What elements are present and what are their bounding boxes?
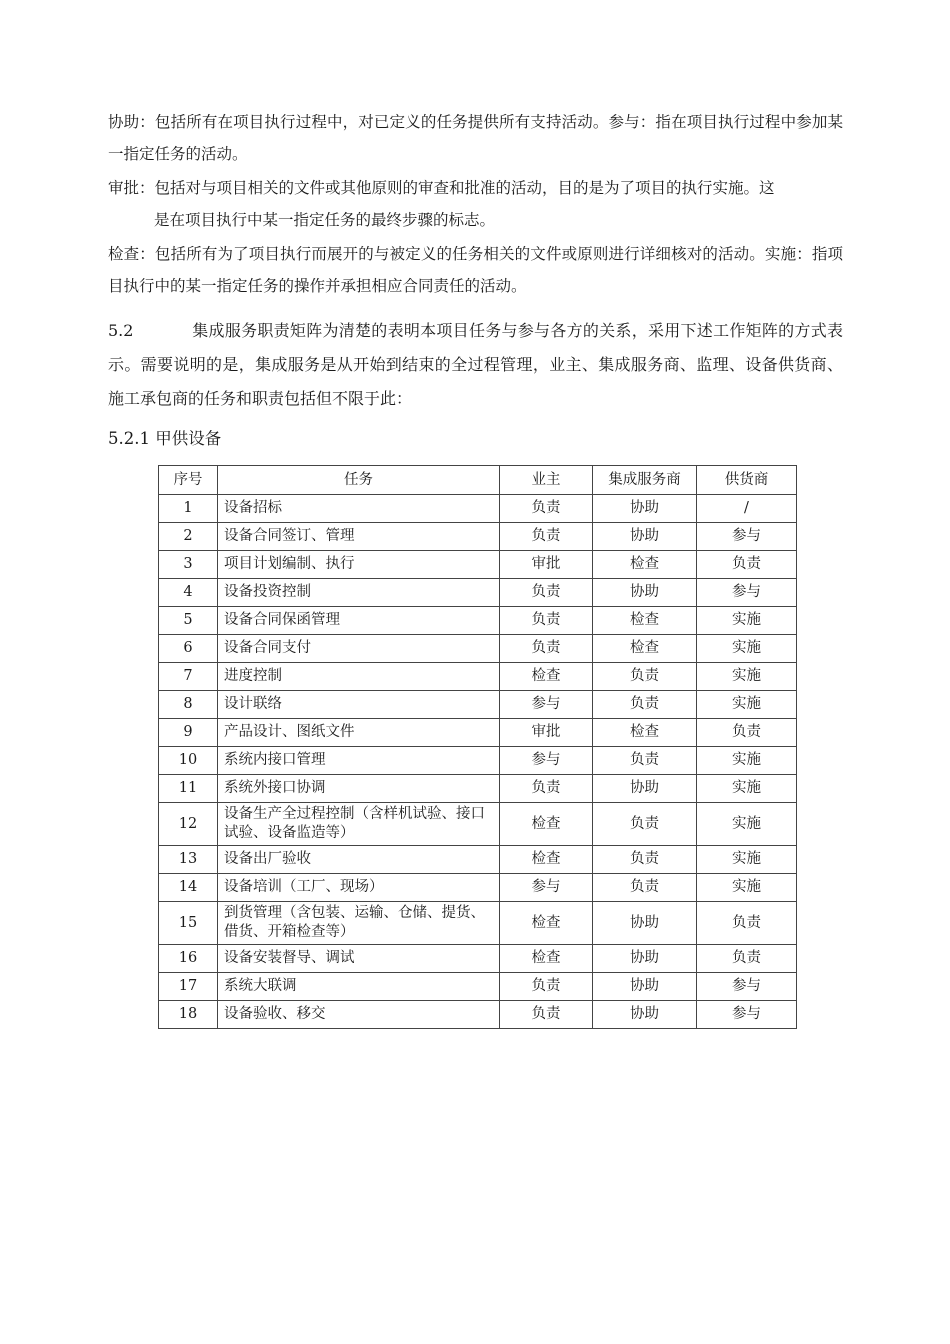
table-row <box>159 902 797 945</box>
header-supplier: 供货商 <box>697 466 797 495</box>
cell-no: 18 <box>159 1001 218 1029</box>
cell-no: 7 <box>159 663 218 691</box>
cell-supplier: 实施 <box>697 607 797 635</box>
cell-integrator: 负责 <box>593 691 697 719</box>
cell-no: 16 <box>159 945 218 973</box>
cell-integrator: 协助 <box>593 973 697 1001</box>
cell-task: 设备合同支付 <box>218 635 500 663</box>
cell-no: 14 <box>159 874 218 902</box>
responsibility-matrix-table <box>158 465 797 1029</box>
cell-integrator: 负责 <box>593 846 697 874</box>
cell-supplier: 参与 <box>697 973 797 1001</box>
cell-task: 设备安装督导、调试 <box>218 945 500 973</box>
section-5-2-text: 集成服务职责矩阵为清楚的表明本项目任务与参与各方的关系，采用下述工作矩阵的方式表示。需要说明的是，集成服务是从开始到结束的全过程管理，业主、集成服务商、监理、设备供货商、施工承包商的任务和职责包括但不限于此： <box>108 321 843 408</box>
header-integrator: 集成服务商 <box>593 466 697 495</box>
cell-owner: 负责 <box>500 579 593 607</box>
cell-integrator: 检查 <box>593 551 697 579</box>
cell-integrator: 协助 <box>593 1001 697 1029</box>
cell-owner: 负责 <box>500 973 593 1001</box>
table-row <box>159 775 797 803</box>
cell-supplier: 负责 <box>697 551 797 579</box>
cell-owner: 审批 <box>500 551 593 579</box>
cell-task: 项目计划编制、执行 <box>218 551 500 579</box>
cell-no: 5 <box>159 607 218 635</box>
cell-owner: 负责 <box>500 495 593 523</box>
cell-owner: 参与 <box>500 691 593 719</box>
cell-owner: 参与 <box>500 874 593 902</box>
cell-owner: 负责 <box>500 523 593 551</box>
cell-owner: 审批 <box>500 719 593 747</box>
cell-supplier: 实施 <box>697 846 797 874</box>
cell-integrator: 协助 <box>593 579 697 607</box>
cell-no: 17 <box>159 973 218 1001</box>
cell-supplier: 实施 <box>697 874 797 902</box>
cell-no: 1 <box>159 495 218 523</box>
cell-integrator: 检查 <box>593 607 697 635</box>
cell-task: 设备验收、移交 <box>218 1001 500 1029</box>
cell-integrator: 协助 <box>593 495 697 523</box>
paragraph-approve-definition <box>108 172 843 236</box>
cell-owner: 检查 <box>500 945 593 973</box>
cell-no: 12 <box>159 803 218 846</box>
table-row <box>159 663 797 691</box>
cell-integrator: 检查 <box>593 635 697 663</box>
table-row <box>159 973 797 1001</box>
cell-owner: 检查 <box>500 846 593 874</box>
cell-task: 进度控制 <box>218 663 500 691</box>
cell-task: 设备合同保函管理 <box>218 607 500 635</box>
table-row <box>159 747 797 775</box>
cell-task: 系统外接口协调 <box>218 775 500 803</box>
header-task: 任务 <box>218 466 500 495</box>
cell-supplier: 实施 <box>697 747 797 775</box>
cell-task: 设备出厂验收 <box>218 846 500 874</box>
table-row <box>159 635 797 663</box>
cell-integrator: 协助 <box>593 902 697 945</box>
cell-supplier: 实施 <box>697 663 797 691</box>
cell-task: 设备生产全过程控制（含样机试验、接口试验、设备监造等） <box>218 803 500 846</box>
cell-integrator: 协助 <box>593 775 697 803</box>
cell-task: 系统大联调 <box>218 973 500 1001</box>
cell-owner: 负责 <box>500 635 593 663</box>
cell-task: 设备招标 <box>218 495 500 523</box>
section-5-2-1-heading: 5.2.1 甲供设备 <box>108 429 222 448</box>
cell-no: 11 <box>159 775 218 803</box>
header-no: 序号 <box>159 466 218 495</box>
paragraph-approve-line2: 是在项目执行中某一指定任务的最终步骤的标志。 <box>154 211 496 229</box>
table-row <box>159 523 797 551</box>
cell-supplier: 负责 <box>697 719 797 747</box>
cell-owner: 负责 <box>500 607 593 635</box>
cell-supplier: 实施 <box>697 635 797 663</box>
paragraph-assist-definition: 协助：包括所有在项目执行过程中，对已定义的任务提供所有支持活动。参与：指在项目执行过程中参加某一指定任务的活动。 <box>108 113 843 163</box>
cell-supplier: 负责 <box>697 902 797 945</box>
paragraph-approve-line1: 审批：包括对与项目相关的文件或其他原则的审查和批准的活动，目的是为了项目的执行实施。这 <box>108 179 775 197</box>
cell-supplier: 实施 <box>697 803 797 846</box>
cell-supplier: 实施 <box>697 775 797 803</box>
cell-no: 8 <box>159 691 218 719</box>
table-row <box>159 691 797 719</box>
cell-owner: 检查 <box>500 803 593 846</box>
cell-no: 4 <box>159 579 218 607</box>
section-5-2-number: 5.2 <box>108 321 134 340</box>
cell-integrator: 协助 <box>593 523 697 551</box>
cell-supplier: 负责 <box>697 945 797 973</box>
table-header-row <box>159 466 797 495</box>
cell-owner: 负责 <box>500 1001 593 1029</box>
cell-owner: 检查 <box>500 663 593 691</box>
cell-task: 设备投资控制 <box>218 579 500 607</box>
cell-task: 设备合同签订、管理 <box>218 523 500 551</box>
table-row <box>159 945 797 973</box>
table-row <box>159 579 797 607</box>
cell-owner: 参与 <box>500 747 593 775</box>
cell-owner: 检查 <box>500 902 593 945</box>
paragraph-check-definition: 检查：包括所有为了项目执行而展开的与被定义的任务相关的文件或原则进行详细核对的活动。实施：指项目执行中的某一指定任务的操作并承担相应合同责任的活动。 <box>108 245 843 295</box>
cell-integrator: 协助 <box>593 945 697 973</box>
cell-integrator: 负责 <box>593 803 697 846</box>
cell-no: 13 <box>159 846 218 874</box>
cell-no: 3 <box>159 551 218 579</box>
table-row <box>159 495 797 523</box>
cell-task: 产品设计、图纸文件 <box>218 719 500 747</box>
cell-task: 设备培训（工厂、现场） <box>218 874 500 902</box>
cell-integrator: 负责 <box>593 874 697 902</box>
cell-no: 10 <box>159 747 218 775</box>
table-row <box>159 1001 797 1029</box>
table-row <box>159 846 797 874</box>
cell-no: 15 <box>159 902 218 945</box>
cell-task: 设计联络 <box>218 691 500 719</box>
cell-supplier: / <box>697 495 797 523</box>
table-row <box>159 719 797 747</box>
header-owner: 业主 <box>500 466 593 495</box>
cell-owner: 负责 <box>500 775 593 803</box>
cell-supplier: 参与 <box>697 579 797 607</box>
cell-integrator: 负责 <box>593 663 697 691</box>
cell-task: 到货管理（含包装、运输、仓储、提货、借货、开箱检查等） <box>218 902 500 945</box>
cell-supplier: 参与 <box>697 1001 797 1029</box>
cell-supplier: 参与 <box>697 523 797 551</box>
cell-integrator: 检查 <box>593 719 697 747</box>
cell-supplier: 实施 <box>697 691 797 719</box>
cell-no: 2 <box>159 523 218 551</box>
cell-no: 6 <box>159 635 218 663</box>
table-row <box>159 803 797 846</box>
table-row <box>159 551 797 579</box>
table-row <box>159 607 797 635</box>
cell-no: 9 <box>159 719 218 747</box>
section-5-2-paragraph <box>108 314 843 416</box>
cell-integrator: 负责 <box>593 747 697 775</box>
cell-task: 系统内接口管理 <box>218 747 500 775</box>
table-row <box>159 874 797 902</box>
